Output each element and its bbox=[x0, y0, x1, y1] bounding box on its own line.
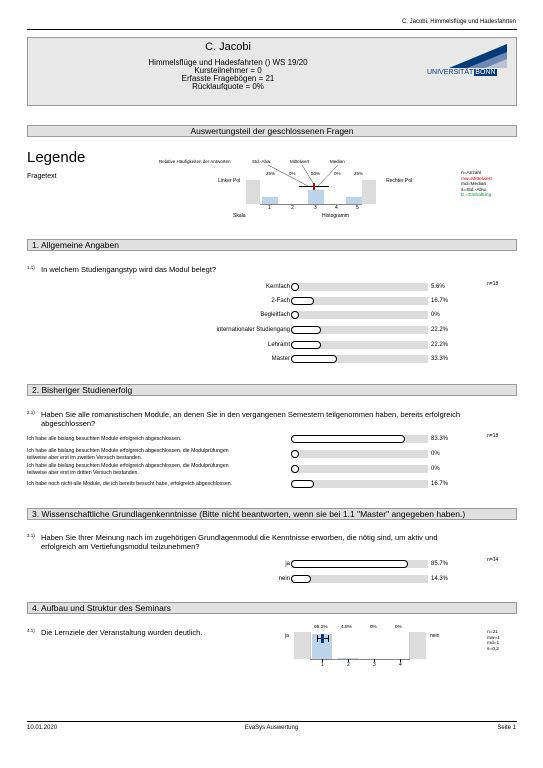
option-bar-fill bbox=[291, 326, 321, 334]
legend-stat-md: md=Median bbox=[461, 182, 487, 188]
hist-sd-cap-left bbox=[317, 635, 318, 642]
question-4-1-stats bbox=[487, 630, 500, 652]
option-value: 0% bbox=[431, 466, 440, 472]
option-label: Ich habe alle bislang besuchten Module erfolgreich abgeschlossen, die Modulprüfungen bbox=[27, 463, 229, 469]
option-value: 83.3% bbox=[431, 436, 449, 442]
evaluation-title-bar: Auswertungsteil der geschlossenen Fragen bbox=[27, 125, 517, 137]
question-1-1-number: 1.1) bbox=[27, 265, 35, 270]
section-4-bar: 4. Aufbau und Struktur des Seminars bbox=[27, 602, 517, 614]
legend-mean: Mittelwert bbox=[290, 159, 310, 164]
legend-hist-bar-3 bbox=[308, 190, 324, 204]
option-bar-track bbox=[291, 575, 428, 583]
option-label-cont: teilweise aber erst im zweiten Versuch bestanden. bbox=[27, 455, 143, 461]
hist-pct: 0% bbox=[370, 625, 377, 630]
stat-md: md=1 bbox=[487, 641, 500, 647]
option-value: 85.7% bbox=[431, 561, 449, 567]
hist-pct: 0% bbox=[395, 625, 402, 630]
course-title: Himmelsflüge und Hadesfahrten () WS 19/20 bbox=[148, 58, 308, 67]
option-bar-fill bbox=[291, 341, 321, 349]
legend-rel-freq: Relative Häufigkeiten der Antworten bbox=[159, 159, 231, 164]
hist-sd-cap-right bbox=[328, 635, 329, 642]
option-value: 33.3% bbox=[431, 356, 449, 362]
legend-stats bbox=[461, 171, 492, 199]
option-bar-track bbox=[291, 311, 428, 319]
option-value: 14.3% bbox=[431, 576, 449, 582]
legend-scale-2: 2 bbox=[291, 205, 294, 211]
legend-question-text: Fragetext bbox=[27, 173, 57, 180]
option-value: 16.7% bbox=[431, 481, 449, 487]
legend-left-pad bbox=[246, 180, 260, 204]
legend-scale-label: Skala bbox=[233, 213, 246, 219]
footer-date: 10.01.2020 bbox=[27, 725, 58, 731]
hist-right-pole: nein bbox=[430, 633, 440, 639]
option-bar-fill bbox=[291, 355, 337, 363]
page-header-text: C. Jacobi, Himmelsflüge und Hadesfahrten bbox=[401, 19, 516, 25]
stat-s: s=0,2 bbox=[487, 646, 499, 652]
option-bar-fill bbox=[291, 435, 405, 443]
option-bar-track bbox=[291, 326, 428, 334]
option-label: Ich habe alle bislang besuchten Module erfolgreich abgeschlossen, die Modulprüfungen bbox=[27, 448, 229, 454]
question-1-1-text: In welchem Studiengangstyp wird das Modul belegt? bbox=[41, 265, 217, 274]
section-1-bar: 1. Allgemeine Angaben bbox=[27, 239, 517, 251]
section-2-bar: 2. Bisheriger Studienerfolg bbox=[27, 384, 517, 396]
question-2-1-text-line1: Haben Sie alle romanistischen Module, an denen Sie in den vergangenen Semestern teilgenommen haben, bereits erfolgreich bbox=[41, 410, 461, 419]
hist-left-pole: ja bbox=[285, 633, 289, 639]
option-bar-track bbox=[291, 465, 428, 473]
option-label: Begleitfach bbox=[260, 312, 290, 318]
legend-median: Median bbox=[330, 159, 345, 164]
logo-wordmark bbox=[427, 68, 507, 77]
option-bar-fill bbox=[291, 575, 311, 583]
logo-text-university: UNIVERSITÄT bbox=[427, 69, 474, 76]
legend-scale-5: 5 bbox=[356, 205, 359, 211]
legend-pct-1: 25% bbox=[266, 171, 276, 176]
legend-pct-5: 25% bbox=[354, 171, 364, 176]
option-bar-fill bbox=[291, 560, 408, 568]
option-bar-track bbox=[291, 450, 428, 458]
option-bar-fill bbox=[291, 480, 314, 488]
question-3-1-text-line2: erfolgreich am Vertiefungsmodul teilzunehmen? bbox=[41, 542, 200, 551]
hist-left-pad bbox=[294, 632, 310, 659]
question-4-1-number: 4.1) bbox=[27, 628, 35, 633]
option-value: 0% bbox=[431, 312, 440, 318]
legend-pct-4: 0% bbox=[334, 171, 341, 176]
question-2-1-number: 2.1) bbox=[27, 410, 35, 415]
option-bar-track bbox=[291, 341, 428, 349]
hist-right-pad bbox=[410, 632, 426, 659]
option-label: Kernfach bbox=[265, 284, 290, 290]
hist-baseline bbox=[310, 659, 410, 660]
legend-histogram-label: Histogramm bbox=[322, 213, 349, 219]
option-bar-track bbox=[291, 435, 428, 443]
option-label: Lehramt bbox=[267, 342, 290, 348]
option-label: internationaler Studiengang bbox=[216, 327, 290, 333]
legend-title: Legende bbox=[27, 149, 86, 166]
legend-pct-2: 0% bbox=[289, 171, 296, 176]
stat-n: n=21 bbox=[487, 630, 498, 635]
instructor-name: C. Jacobi bbox=[205, 41, 251, 53]
question-4-1-text: Die Lernziele der Veranstaltung wurden deutlich. bbox=[41, 628, 203, 637]
header-rule bbox=[27, 29, 517, 30]
option-label: Master bbox=[271, 356, 290, 362]
option-bar-track bbox=[291, 355, 428, 363]
footer-rule bbox=[27, 721, 517, 722]
option-label: nein bbox=[278, 576, 290, 582]
legend-pct-3: 50% bbox=[311, 171, 321, 176]
option-value: 16.7% bbox=[431, 298, 449, 304]
legend-baseline bbox=[260, 204, 362, 205]
option-value: 5.6% bbox=[431, 284, 445, 290]
legend-right-pad bbox=[362, 180, 376, 204]
option-label-cont: teilweise aber erst im dritten Versuch bestanden. bbox=[27, 470, 139, 476]
option-bar-track bbox=[291, 297, 428, 305]
question-4-1-histogram bbox=[280, 620, 450, 670]
legend-std-dev: Std.-Abw. bbox=[252, 159, 272, 164]
option-label: Ich habe noch nicht alle Module, die ich bereits besucht habe, erfolgreich abgeschlossen. bbox=[27, 481, 233, 487]
legend-hist-bar-5 bbox=[346, 197, 362, 204]
legend-right-pole: Rechter Pol bbox=[386, 178, 413, 184]
option-bar-fill bbox=[291, 450, 299, 458]
participants-count: Kursteilnehmer = 0 bbox=[194, 66, 262, 75]
option-value: 0% bbox=[431, 451, 440, 457]
option-bar-track bbox=[291, 480, 428, 488]
option-bar-fill bbox=[291, 283, 299, 291]
option-label: ja bbox=[285, 561, 290, 567]
hist-pct: 95.2% bbox=[314, 625, 328, 630]
option-bar-fill bbox=[291, 465, 299, 473]
legend-scale-3: 3 bbox=[314, 205, 317, 211]
course-header-box bbox=[27, 37, 517, 106]
question-3-1-n: n=14 bbox=[487, 557, 499, 563]
legend-scale-1: 1 bbox=[268, 205, 271, 211]
question-3-1-number: 3.1) bbox=[27, 533, 35, 538]
question-3-1-text-line1: Haben Sie Ihrer Meinung nach im zugehörigen Grundlagenmodul die Kenntnisse erworben, die nötig sind, um aktiv und bbox=[41, 533, 438, 542]
hist-scale-number: 1 bbox=[321, 662, 324, 668]
legend-stat-s: s=Std.-Abw. bbox=[461, 187, 487, 193]
legend-mean-marker bbox=[313, 183, 315, 190]
option-bar-track bbox=[291, 560, 428, 568]
option-bar-track bbox=[291, 283, 428, 291]
question-1-1-n: n=18 bbox=[487, 281, 499, 287]
legend-stat-mw: mw=Mittelwert bbox=[461, 176, 492, 182]
legend-stat-n: n=Anzahl bbox=[461, 171, 482, 176]
section-3-bar: 3. Wissenschaftliche Grundlagenkenntnisse (Bitte nicht beantworten, wenn sie bei 1.1 "Master" angegeben haben.) bbox=[27, 508, 517, 520]
option-value: 22.2% bbox=[431, 342, 449, 348]
option-label: Ich habe alle bislang besuchten Module erfolgreich abgeschlossen. bbox=[27, 436, 182, 442]
option-label: 2-Fach bbox=[271, 298, 290, 304]
hist-mean-marker bbox=[321, 634, 324, 643]
hist-pct: 4.8% bbox=[341, 625, 352, 630]
return-rate: Rücklaufquote = 0% bbox=[192, 82, 264, 91]
legend-hist-bar-1 bbox=[262, 197, 278, 204]
legend-scale-4: 4 bbox=[335, 205, 338, 211]
logo-text-bonn: BONN bbox=[475, 69, 496, 76]
footer-app: EvaSys Auswertung bbox=[244, 725, 299, 731]
question-2-1-text-line2: abgeschlossen? bbox=[41, 419, 96, 428]
legend-left-pole: Linker Pol bbox=[218, 178, 241, 184]
hist-scale-number: 4 bbox=[399, 662, 402, 668]
stat-mw: mw=1 bbox=[487, 635, 500, 641]
hist-scale-number: 2 bbox=[347, 662, 350, 668]
legend-stat-e: E.=Enthaltung bbox=[461, 193, 492, 199]
option-value: 22.2% bbox=[431, 327, 449, 333]
forms-count: Erfasste Fragebögen = 21 bbox=[181, 74, 275, 83]
option-bar-fill bbox=[291, 297, 314, 305]
legend-diagram bbox=[150, 156, 413, 224]
option-bar-fill bbox=[291, 311, 299, 319]
footer-page: Seite 1 bbox=[497, 725, 516, 731]
question-2-1-n: n=18 bbox=[487, 433, 499, 439]
hist-scale-number: 3 bbox=[373, 662, 376, 668]
